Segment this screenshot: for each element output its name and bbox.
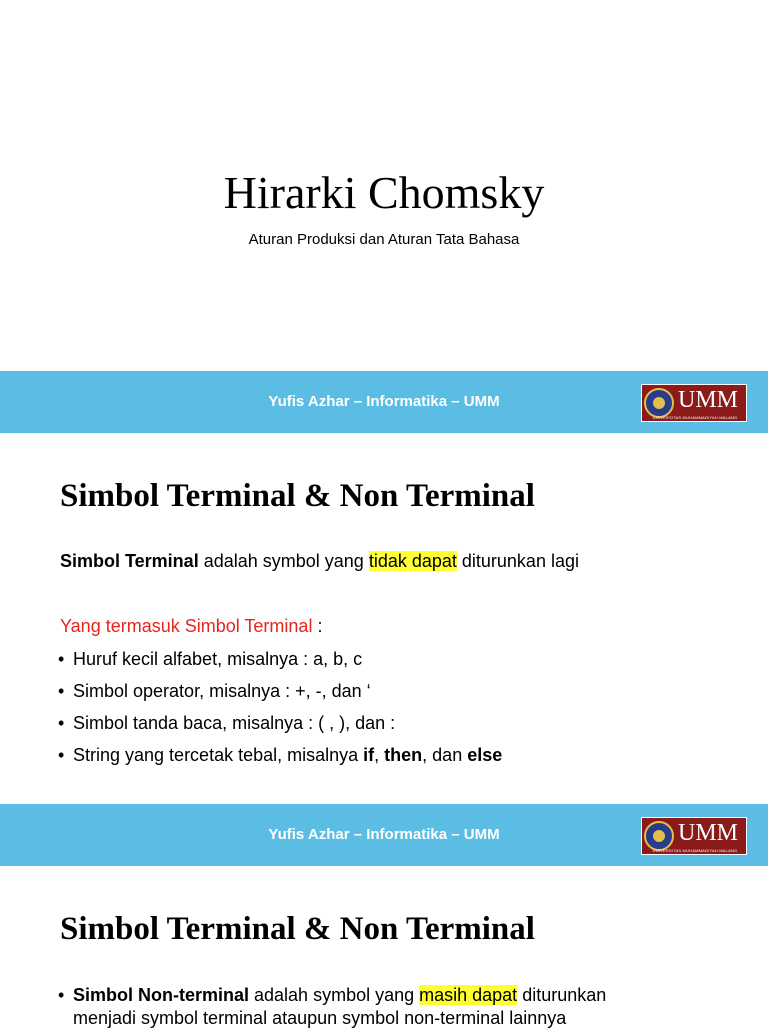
list-title-colon: : xyxy=(312,616,323,636)
list-item-text: Huruf kecil alfabet, misalnya : a, b, c xyxy=(73,649,363,669)
title-slide xyxy=(0,0,768,371)
list-item xyxy=(58,985,606,1006)
list-item xyxy=(58,649,362,670)
separator: , dan xyxy=(422,745,468,765)
footer-text: Yufis Azhar – Informatika – UMM xyxy=(268,393,500,410)
list-title xyxy=(60,616,322,637)
umm-logo xyxy=(641,817,747,855)
slide-footer xyxy=(0,804,768,866)
non-terminal-slide xyxy=(0,866,768,1028)
slide-footer xyxy=(0,371,768,433)
logo-text: UMM xyxy=(678,387,739,413)
definition-text: adalah symbol yang xyxy=(198,551,369,571)
keyword-then: then xyxy=(384,745,423,765)
slide-heading: Simbol Terminal & Non Terminal xyxy=(60,911,535,947)
logo-subtext: UNIVERSITAS MUHAMMADIYAH MALANG xyxy=(652,415,738,420)
bullet-icon: • xyxy=(58,985,65,1005)
list-item xyxy=(58,713,395,734)
definition-term: Simbol Terminal xyxy=(60,551,199,571)
terminal-definition xyxy=(60,551,579,572)
umm-emblem-icon xyxy=(644,821,674,851)
slide-heading: Simbol Terminal & Non Terminal xyxy=(60,478,535,514)
logo-subtext: UNIVERSITAS MUHAMMADIYAH MALANG xyxy=(652,848,738,853)
keyword-if: if xyxy=(363,745,375,765)
slide-subtitle: Aturan Produksi dan Aturan Tata Bahasa xyxy=(248,231,520,248)
definition-term: Simbol Non-terminal xyxy=(73,985,250,1005)
list-item-text: Simbol operator, misalnya : +, -, dan ‘ xyxy=(73,681,371,701)
footer-text: Yufis Azhar – Informatika – UMM xyxy=(268,826,500,843)
umm-logo xyxy=(641,384,747,422)
separator: , xyxy=(374,745,385,765)
list-item-text: Simbol tanda baca, misalnya : ( , ), dan : xyxy=(73,713,396,733)
logo-text: UMM xyxy=(678,820,739,846)
definition-end: diturunkan lagi xyxy=(456,551,579,571)
keyword-else: else xyxy=(467,745,503,765)
list-title-text: Yang termasuk Simbol Terminal xyxy=(60,616,313,636)
list-item xyxy=(58,681,371,702)
slide-title: Hirarki Chomsky xyxy=(223,167,545,218)
highlighted-text: tidak dapat xyxy=(368,551,457,571)
highlighted-text: masih dapat xyxy=(419,985,518,1005)
bullet-icon: • xyxy=(58,713,65,733)
definition-text: adalah symbol yang xyxy=(249,985,420,1005)
list-item-text: String yang tercetak tebal, misalnya xyxy=(73,745,364,765)
bullet-icon: • xyxy=(58,649,65,669)
bullet-icon: • xyxy=(58,681,65,701)
list-item-continuation: menjadi symbol terminal ataupun symbol non-terminal lainnya xyxy=(73,1008,567,1028)
umm-emblem-icon xyxy=(644,388,674,418)
definition-end: diturunkan xyxy=(517,985,607,1005)
list-item xyxy=(58,745,502,766)
bullet-icon: • xyxy=(58,745,65,765)
terminal-slide xyxy=(0,433,768,804)
